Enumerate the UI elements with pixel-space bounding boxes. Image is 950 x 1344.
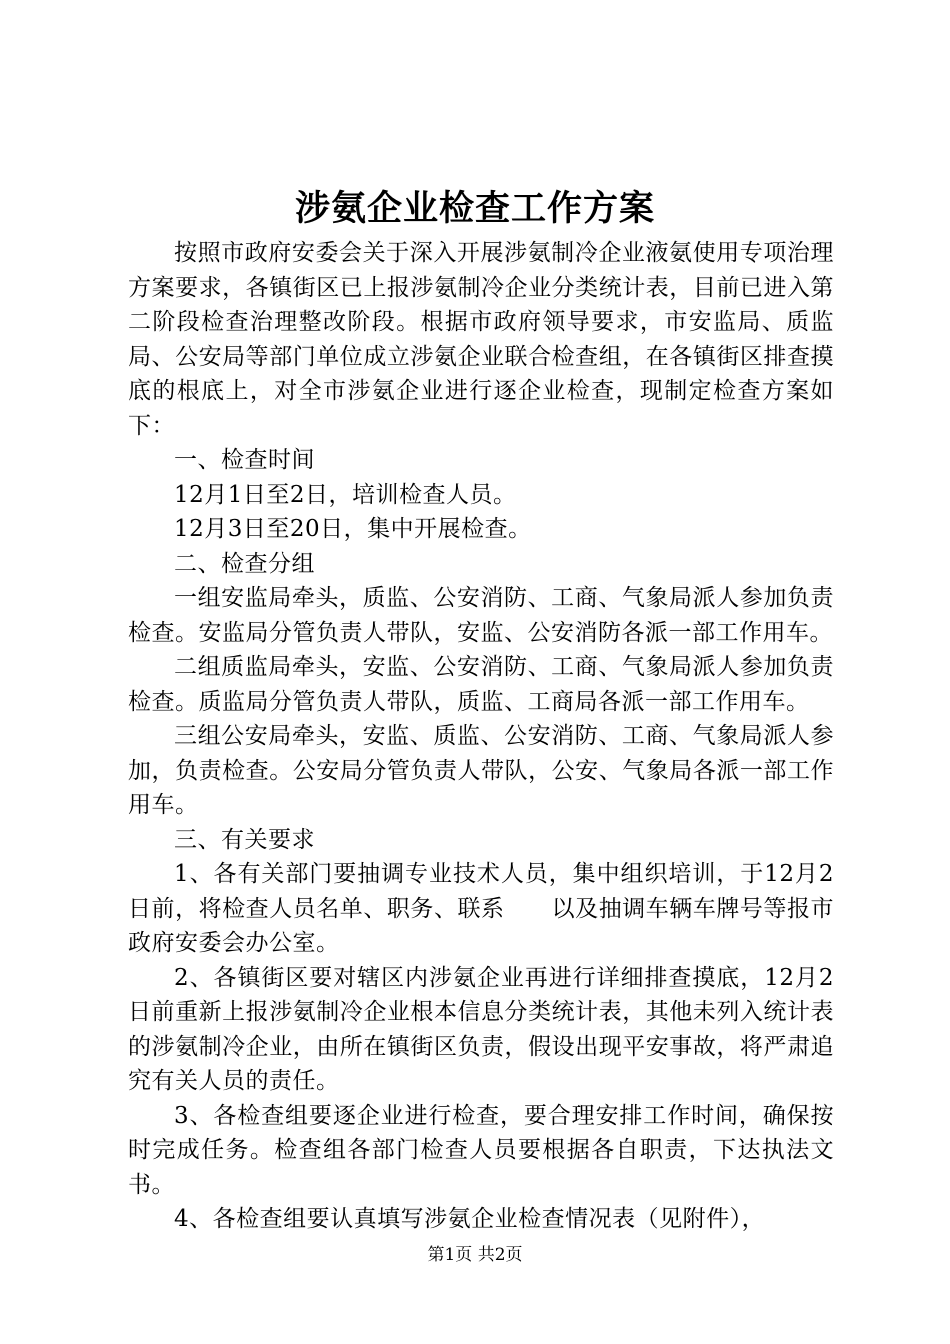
intro-paragraph: 按照市政府安委会关于深入开展涉氨制冷企业液氨使用专项治理方案要求，各镇街区已上报涉氨制冷企业分类统计表，目前已进入第二阶段检查治理整改阶段。根据市政府领导要求，市安监局、质监局、公安局等部门单位成立涉氨企业联合检查组，在各镇街区排查摸底的根底上，对全市涉氨企业进行逐企业检查，现制定检查方案如下： bbox=[128, 240, 834, 439]
page-number-footer: 第1页 共2页 bbox=[427, 1245, 523, 1265]
group-three-paragraph: 三组公安局牵头，安监、质监、公安消防、工商、气象局派人参加，负责检查。公安局分管负责人带队，公安、气象局各派一部工作用车。 bbox=[128, 723, 834, 818]
schedule-inspection-line: 12月3日至20日，集中开展检查。 bbox=[174, 516, 532, 542]
document-body bbox=[128, 236, 834, 1237]
section-heading-inspection-groups: 二、检查分组 bbox=[174, 550, 315, 577]
requirement-3-paragraph: 3、各检查组要逐企业进行检查，要合理安排工作时间，确保按时完成任务。检查组各部门检查人员要根据各自职责，下达执法文书。 bbox=[128, 1102, 834, 1198]
document-title: 涉氨企业检查工作方案 bbox=[294, 188, 655, 229]
section-heading-requirements: 三、有关要求 bbox=[174, 826, 315, 853]
group-one-paragraph: 一组安监局牵头，质监、公安消防、工商、气象局派人参加负责检查。安监局分管负责人带队，安监、公安消防各派一部工作用车。 bbox=[128, 585, 834, 646]
requirement-2-paragraph: 2、各镇街区要对辖区内涉氨企业再进行详细排查摸底，12月2日前重新上报涉氨制冷企业根本信息分类统计表，其他未列入统计表的涉氨制冷企业，由所在镇街区负责，假设出现平安事故，将严肃追究有关人员的责任。 bbox=[128, 964, 834, 1094]
requirement-1-paragraph: 1、各有关部门要抽调专业技术人员，集中组织培训，于12月2日前，将检查人员名单、职务、联系 以及抽调车辆车牌号等报市政府安委会办公室。 bbox=[128, 861, 834, 956]
section-heading-inspection-time: 一、检查时间 bbox=[174, 447, 315, 473]
group-two-paragraph: 二组质监局牵头，安监、公安消防、工商、气象局派人参加负责检查。质监局分管负责人带队，质监、工商局各派一部工作用车。 bbox=[128, 654, 834, 715]
requirement-4-paragraph: 4、各检查组要认真填写涉氨企业检查情况表（见附件）， bbox=[174, 1206, 766, 1232]
schedule-training-line: 12月1日至2日，培训检查人员。 bbox=[174, 481, 517, 508]
